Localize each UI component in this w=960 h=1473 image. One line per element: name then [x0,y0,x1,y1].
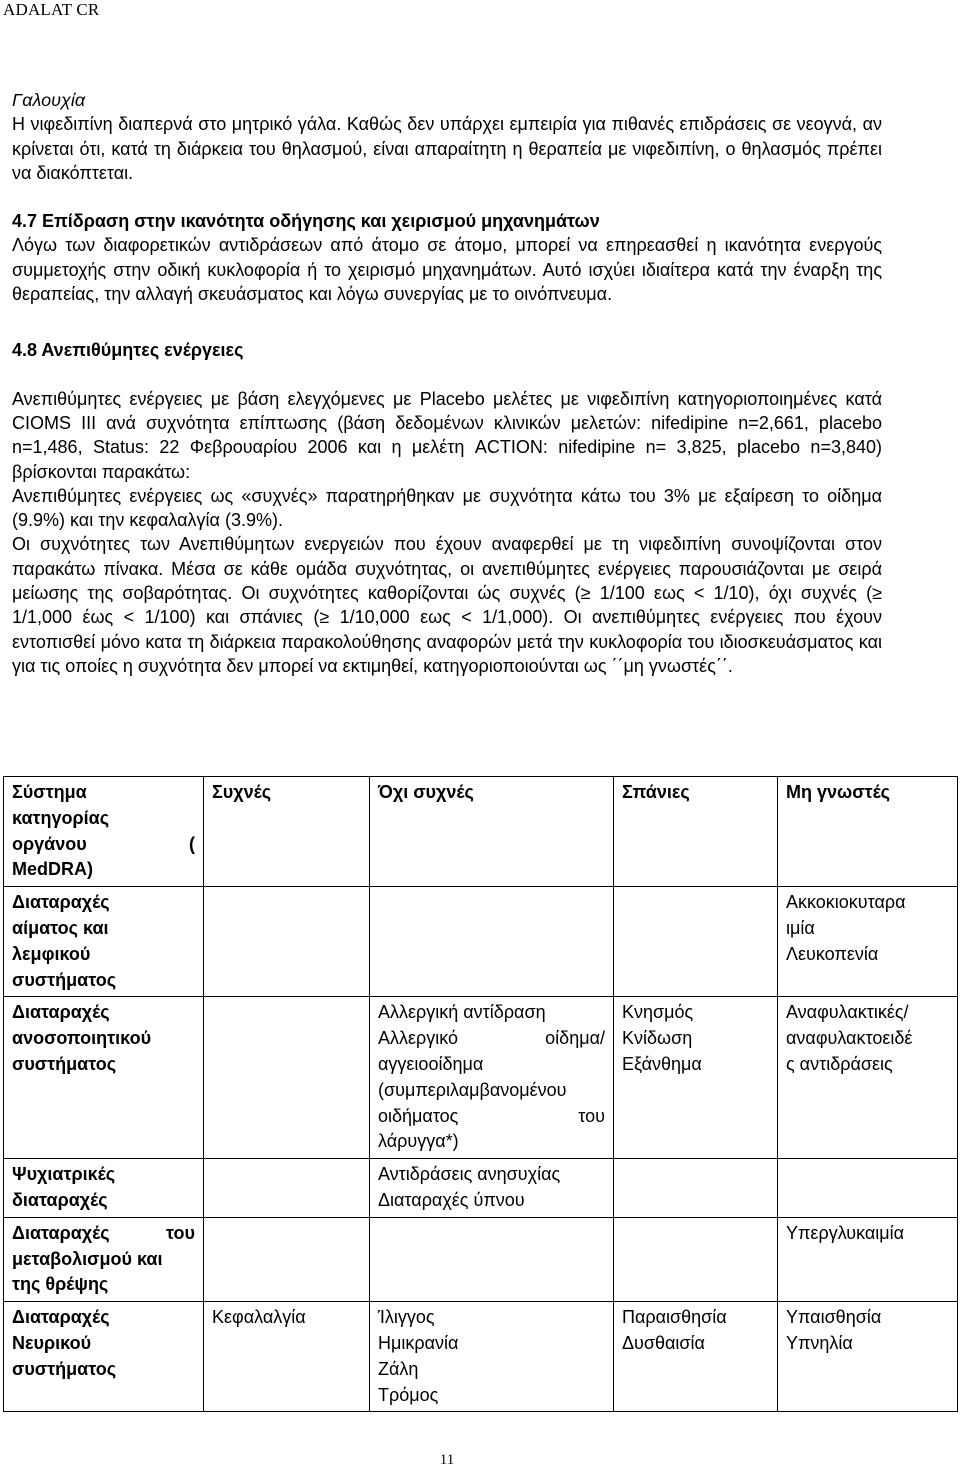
cell-rare [614,1159,778,1218]
cell-line: Κνίδωση [622,1028,693,1049]
cell-unknown [778,997,958,1159]
cell-soc [4,887,204,997]
cell-line: συστήματος [12,1358,117,1379]
cell-uncommon [370,887,614,997]
cell-line: συστήματος [12,1053,117,1074]
cell-line: Αντιδράσεις ανησυχίας [378,1164,561,1185]
cell-soc [4,997,204,1159]
section-4-8-paragraph-3: Οι συχνότητες των Ανεπιθύμητων ενεργειών που έχουν αναφερθεί με τη νιφεδιπίνη συνοψίζονται στον παρακάτω πίνακα. Μέσα σε κάθε ομάδα συχνότητας, οι ανεπιθύμητες ενέργειες παρουσιάζονται με σειρά μείωσης της σοβαρότητας. Οι συχνότητες καθορίζονται ώς συχνές (≥ 1/100 εως < 1/10), όχι συχνές (≥ 1/1,000 έως < 1/100) και σπάνιες (≥ 1/10,000 εως < 1/1,000). Οι ανεπιθύμητες ενέργειες που έχουν εντοπισθεί μόνο κατα τη διάρκεια παρακολούθησης αναφορών μετά την κυκλοφορία του ιδιοσκευάσματος και για τις οποίες η συχνότητα δεν μπορεί να εκτιμηθεί, κατηγοριοποιούνται ως ΄΄μη γνωστές΄΄. [12,534,882,676]
cell-line: οιδήματος του [378,1105,605,1126]
header-unknown: Μη γνωστές [778,777,958,887]
cell-line: λάρυγγα*) [378,1131,459,1152]
cell-unknown [778,887,958,997]
cell-line: Υπεργλυκαιμία [786,1222,905,1243]
cell-soc [4,1159,204,1218]
section-4-7-heading: 4.7 Επίδραση στην ικανότητα οδήγησης και χειρισμού μηχανημάτων [12,211,600,232]
cell-soc [4,1217,204,1301]
cell-line: συστήματος [12,969,117,990]
cell-line: Υπνηλία [786,1332,853,1353]
header-soc: Σύστημα κατηγορίας οργάνου ( MedDRA) [4,777,204,887]
cell-line: Λευκοπενία [786,943,879,964]
cell-line: Διαταραχές του [12,1222,195,1243]
cell-line: Αναφυλακτικές/ [786,1002,909,1023]
cell-line: μεταβολισμού και [12,1248,163,1269]
cell-uncommon [370,1302,614,1412]
lactation-heading: Γαλουχία [12,90,86,110]
cell-rare [614,997,778,1159]
cell-line: ς αντιδράσεις [786,1053,893,1074]
cell-line: αίματος και [12,917,109,938]
cell-line: Ίλιγγος [378,1307,435,1328]
cell-line: Αλλεργική αντίδραση [378,1002,546,1023]
adverse-reactions-table [3,776,958,1412]
cell-line: Κεφαλαλγία [212,1307,306,1328]
cell-common [204,1159,370,1218]
document-body [12,88,882,678]
header-common: Συχνές [204,777,370,887]
cell-line: της θρέψης [12,1274,109,1295]
cell-line: Ψυχιατρικές [12,1164,116,1185]
cell-soc [4,1302,204,1412]
cell-line: Ζάλη [378,1358,419,1379]
cell-line: Εξάνθημα [622,1053,702,1074]
cell-common [204,1302,370,1412]
cell-uncommon [370,1159,614,1218]
cell-line: Διαταραχές [12,1002,110,1023]
table-row [4,997,958,1159]
cell-unknown [778,1217,958,1301]
cell-unknown [778,1302,958,1412]
section-4-7-paragraph: Λόγω των διαφορετικών αντιδράσεων από άτομο σε άτομο, μπορεί να επηρεασθεί η ικανότητα ενεργούς συμμετοχής στην οδική κυκλοφορία ή το χειρισμό μηχανημάτων. Αυτό ισχύει ιδιαίτερα κατά την έναρξη της θεραπείας, την αλλαγή σκευάσματος και λόγω συνεργίας με το οινόπνευμα. [12,235,882,305]
cell-rare [614,1217,778,1301]
cell-line: Διαταραχές ύπνου [378,1189,525,1210]
cell-line: Αλλεργικό οίδημα/ [378,1028,605,1049]
cell-common [204,887,370,997]
table-row [4,1302,958,1412]
cell-line: Κνησμός [622,1002,694,1023]
cell-line: Παραισθησία [622,1307,727,1328]
cell-rare [614,887,778,997]
header-uncommon: Όχι συχνές [370,777,614,887]
cell-line: (συμπεριλαμβανομένου [378,1079,567,1100]
section-4-8-paragraph-1: Ανεπιθύμητες ενέργειες με βάση ελεγχόμενες με Placebo μελέτες με νιφεδιπίνη κατηγοριοποιημένες κατά CIOMS III ανά συχνότητα επίπτωσης (βάση δεδομένων κλινικών μελετών: nifedipine n=2,661, placebo n=1,486, Status: 22 Φεβρουαρίου 2006 και η μελέτη ACTION: nifedipine n= 3,825, placebo n=3,840) βρίσκονται παρακάτω: [12,388,882,482]
cell-line: ιμία [786,917,815,938]
cell-line: λεμφικού [12,943,91,964]
table-row [4,1159,958,1218]
cell-unknown [778,1159,958,1218]
lactation-paragraph: Η νιφεδιπίνη διαπερνά στο μητρικό γάλα. Καθώς δεν υπάρχει εμπειρία για πιθανές επιδράσεις σε νεογνά, αν κρίνεται ότι, κατά τη διάρκεια του θηλασμού, είναι απαραίτητη η θεραπεία με νιφεδιπίνη, ο θηλασμός πρέπει να διακόπτεται. [12,114,882,183]
cell-line: ανοσοποιητικού [12,1028,152,1049]
cell-uncommon [370,1217,614,1301]
page-number: 11 [439,1452,455,1468]
cell-line: Ακκοκιοκυταρα [786,892,906,913]
cell-common [204,1217,370,1301]
section-4-8-paragraph-2: Ανεπιθύμητες ενέργειες ως «συχνές» παρατηρήθηκαν με συχνότητα κάτω του 3% με εξαίρεση το οίδημα (9.9%) και την κεφαλαλγία (3.9%). [12,485,882,531]
cell-line: Δυσθαισία [622,1332,705,1353]
header-rare: Σπάνιες [614,777,778,887]
cell-line: Διαταραχές [12,1307,110,1328]
cell-uncommon [370,997,614,1159]
document-header: ADALAT CR [3,0,100,19]
cell-line: Ημικρανία [378,1332,459,1353]
cell-line: Υπαισθησία [786,1307,882,1328]
table-header-row [4,777,958,887]
cell-line: Νευρικού [12,1332,92,1353]
cell-line: Τρόμος [378,1384,439,1405]
cell-line: διαταραχές [12,1189,108,1210]
cell-rare [614,1302,778,1412]
table-row [4,887,958,997]
section-4-8-heading: 4.8 Ανεπιθύμητες ενέργειες [12,340,244,361]
cell-line: Διαταραχές [12,892,110,913]
table-row [4,1217,958,1301]
cell-line: αγγειοοίδημα [378,1053,484,1074]
cell-line: αναφυλακτοειδέ [786,1028,913,1049]
cell-common [204,997,370,1159]
